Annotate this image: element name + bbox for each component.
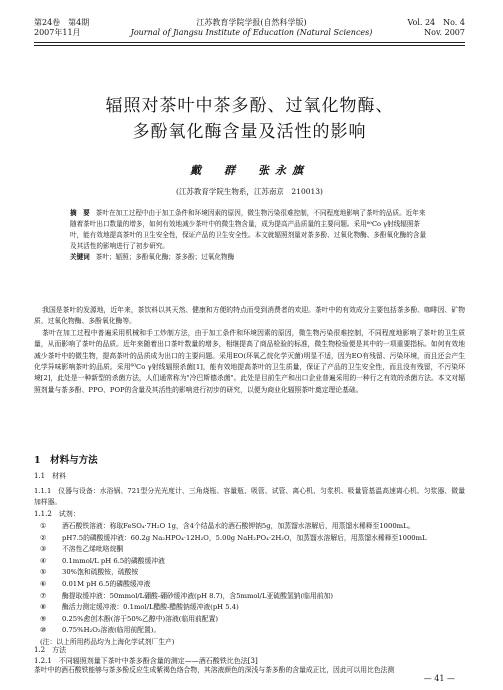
abstract <box>70 208 431 252</box>
vol-no: Vol. 24 No. 4 <box>407 18 465 27</box>
item-number: ⑦ <box>40 591 47 600</box>
subsection-1-1: 1.1 材料 <box>34 472 67 480</box>
abstract-label: 摘 要 <box>70 209 90 217</box>
item-text: 酶活力测定缓冲液：0.1mol/L醋酸-醋酸钠缓冲液(pH 5.4) <box>62 603 239 612</box>
keywords-text: 茶叶；辐照；多酚氧化酶；茶多酚；过氧化物酶 <box>95 253 235 261</box>
list-item <box>40 579 465 591</box>
title-line-1: 辐照对茶叶中茶多酚、过氧化物酶、 <box>105 96 394 116</box>
item-number: ⑨ <box>40 614 47 623</box>
instruments-para: 1.1.1 仪器与设备：水浴锅、721型分光光度计、三角烧瓶、容量瓶、吸管、试管、离心机、匀浆机、吸量管基温高速离心机、匀浆器、微量加样器。 <box>34 487 465 507</box>
method-paragraph: 茶叶中的酒石酸铁能够与茶多酚反应生成紫褐色络合物，其溶液颜色的深浅与茶多酚的含量成正比，因此可以用比色法测 <box>34 666 395 674</box>
item-number: ⑩ <box>40 626 47 635</box>
list-item <box>40 625 465 637</box>
reagent-note: (注：以上所用药品均为上海化学试剂厂生产) <box>40 637 175 646</box>
issue-volume: 第24卷 第4期 <box>34 18 90 27</box>
item-text: 0.01M pH 6.5的磷酸缓冲液 <box>62 579 151 588</box>
issue-info <box>34 18 89 38</box>
header-rule-thick <box>34 42 465 43</box>
list-item <box>40 602 465 614</box>
item-number: ⑤ <box>40 568 47 577</box>
issue-date-en: Nov. 2007 <box>424 28 465 37</box>
item-number: ④ <box>40 556 47 565</box>
paper-title <box>34 93 465 145</box>
issue-date: 2007年11月 <box>34 28 81 37</box>
journal-header <box>0 0 503 44</box>
abstract-text: 茶叶在加工过程中由于加工条件和环境因素的原因，微生物污染很难控制，不同程度地影响了茶叶的品质。近年来随着茶叶出口数量的增多，如何有效地减少茶叶中的微生物含量，成为提高产品质量的主要问题。采用⁶⁰Co γ射线辐照茶叶，能有效地提高茶叶的卫生安全性，保证产品的卫生安全性。本文就辐照剂量对茶多酚、过氧化物酶、多酚氧化酶的含量及其活性的影响进行了初步研究。 <box>70 209 427 250</box>
list-item <box>40 591 465 603</box>
header-rule-thin <box>34 45 465 46</box>
journal-name <box>100 18 403 38</box>
item-number: ⑧ <box>40 603 47 612</box>
item-number: ③ <box>40 545 47 554</box>
item-number: ① <box>40 522 47 530</box>
abstract-block <box>70 208 431 263</box>
list-item <box>40 521 465 533</box>
list-item <box>40 614 465 626</box>
section-heading-1: 1 材料与方法 <box>34 455 98 466</box>
introduction <box>34 305 465 396</box>
issue-info-en <box>407 18 465 38</box>
journal-name-cn: 江苏教育学院学报(自然科学版) <box>196 18 307 27</box>
title-line-2: 多酚氧化酶含量及活性的影响 <box>132 122 367 142</box>
list-item <box>40 544 465 556</box>
item-text: 0.75%H₂O₂溶液(临用前配置)。 <box>62 626 161 635</box>
item-text: 0.25%愈创木酚(溶于50%乙醇中)溶液(临用前配置) <box>62 614 219 623</box>
item-text: 30%饱和硫酸铵，硫酸铵 <box>62 568 139 577</box>
list-item <box>40 533 465 545</box>
subsection-1-2: 1.2 方法 <box>34 646 67 654</box>
list-item <box>40 567 465 579</box>
keywords-label: 关键词 <box>70 253 90 261</box>
intro-paragraph-1: 我国是茶叶的发源地，近年来，茶饮料以其天然、健康和方便的特点而受到消费者的欢迎。茶叶中的有效成分主要包括茶多酚、咖啡因、矿物质、过氧化物酶、多酚氧化酶等。 <box>34 306 465 326</box>
intro-paragraph-2: 茶叶在加工过程中普遍采用机械和手工炒制方法，由于加工条件和环境因素的原因，微生物污染很难控制，不同程度地影响了茶叶的卫生质量，从而影响了茶叶的品质。近年来随着出口茶叶数量的增多，相继提高了商品检验的标准，微生物检验便是其中的一项重要指标。如何有效地减少茶叶中的微生物，提高茶叶的品质成为出口的主要问题。采用EO(环氧乙烷化学灭菌)明显不适，因为EO有残留、污染环境，而且还会产生化学异味影响茶叶的品质。采用⁶⁰Co γ射线辐照杀菌[1]，能有效地提高茶叶的卫生质量，保证了产品的卫生安全性，而且没有残留，不污染环境[2]，此处是一种新型的杀菌方法，人们通常称为"冷巴斯德杀菌"。此处是目前生产和出口企业普遍采用的一种行之有效的杀菌方法。本文对辐照剂量与茶多酚、PPO、POP的含量及其活性的影响进行初步的研究，以便为商业化辐照茶叶奠定理论基础。 <box>34 328 465 394</box>
item-text: 不溶性乙烯吡咯烷酮 <box>62 545 124 554</box>
keywords <box>70 252 431 263</box>
affiliation: (江苏教育学院生物系，江苏南京 210013) <box>176 187 323 196</box>
item-number: ⑥ <box>40 579 47 588</box>
list-item <box>40 556 465 568</box>
page-number: — 41 — <box>423 674 455 683</box>
item-number: ② <box>40 533 47 542</box>
reagent-list <box>40 521 465 649</box>
item-text: 酒石酸铁溶液：称取FeSO₄·7H₂O 1g，含4个结晶水的酒石酸钾钠5g，加蒸馏水溶解后，用蒸馏水稀释至1000mL。 <box>62 522 415 530</box>
authors: 戴 群 张永旗 <box>190 164 309 177</box>
reagents-heading: 1.1.2 试剂： <box>34 510 80 518</box>
item-text: 0.1mmol/L pH 6.5的磷酸缓冲液 <box>62 556 165 565</box>
item-text: pH7.5的磷酸缓冲液：60.2g Na₂HPO₄·12H₂O，5.00g NaH₂PO₄·2H₂O，加蒸馏水溶解后，用蒸馏水稀释至1000mL <box>62 533 427 542</box>
journal-name-en: Journal of Jiangsu Institute of Education (Natural Sciences) <box>130 28 373 37</box>
subsection-1-2-1: 1.2.1 不同辐照剂量下茶叶中茶多酚含量的测定——酒石酸铁比色法[3] <box>34 657 258 665</box>
item-text: 酶提取缓冲液：50mmol/L硼酸-硼砂缓冲液(pH 8.7)，含5mmol/L亚硫酸氢钠(临用前加) <box>62 591 333 600</box>
